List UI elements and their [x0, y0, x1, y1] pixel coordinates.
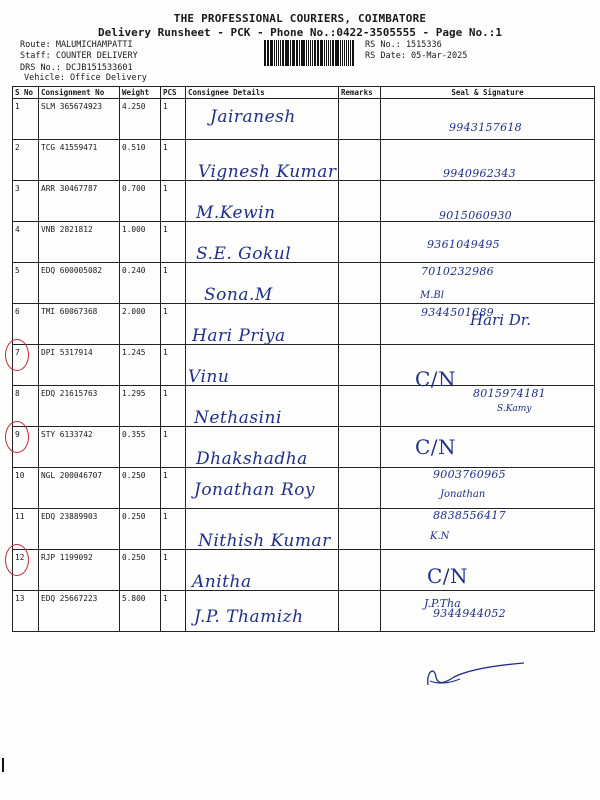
- red-circle-mark: [5, 421, 29, 453]
- barcode-bar: [332, 40, 334, 66]
- table-row: [13, 222, 595, 263]
- cell-sno: [13, 468, 39, 509]
- signature-handwritten: 9361049495: [427, 238, 500, 251]
- consignee-handwritten-name: Vinu: [188, 367, 230, 387]
- scan-mark: [2, 758, 4, 772]
- cell-consignment-text: STY 6133742: [41, 430, 93, 439]
- row10-signature: Jonathan: [440, 489, 486, 500]
- cell-signature: [381, 181, 595, 222]
- col-consignment: Consignment No: [39, 87, 120, 99]
- signature-handwritten: 7010232986: [421, 265, 494, 278]
- cell-weight-text: 0.250: [122, 512, 146, 521]
- barcode-bar: [290, 40, 291, 66]
- cell-pcs-text: 1: [163, 348, 168, 357]
- barcode-bar: [282, 40, 284, 66]
- final-signature: [420, 655, 530, 695]
- cell-pcs-text: 1: [163, 471, 168, 480]
- barcode-bar: [308, 40, 309, 66]
- cell-pcs-text: 1: [163, 102, 168, 111]
- cell-pcs-text: 1: [163, 184, 168, 193]
- barcode-bar: [326, 40, 328, 66]
- cell-weight-text: 0.355: [122, 430, 146, 439]
- consignee-handwritten-name: Jonathan Roy: [194, 480, 316, 500]
- red-circle-mark: [5, 544, 29, 576]
- cell-consignee: [186, 222, 339, 263]
- cell-sno-text: 1: [15, 102, 20, 111]
- signature-handwritten: C/N: [415, 435, 457, 459]
- cell-consignment-text: TMI 60067368: [41, 307, 98, 316]
- barcode-bar: [317, 40, 318, 66]
- barcode-bar: [348, 40, 349, 66]
- cell-weight: [120, 140, 161, 181]
- drs-label: DRS No.: DCJB151533601: [20, 63, 133, 73]
- barcode-bar: [344, 40, 346, 66]
- signature-handwritten: 8838556417: [433, 509, 506, 522]
- cell-sno-text: 11: [15, 512, 25, 521]
- cell-signature: [381, 222, 595, 263]
- cell-signature: [381, 345, 595, 391]
- signature-handwritten: 9940962343: [443, 167, 516, 180]
- cell-sno-text: 3: [15, 184, 20, 193]
- cell-signature: [381, 468, 595, 509]
- col-remarks: Remarks: [339, 87, 381, 99]
- cell-remarks: [339, 591, 381, 632]
- barcode-bar: [280, 40, 281, 66]
- cell-signature: [381, 99, 595, 140]
- cell-signature: [381, 386, 595, 427]
- cell-weight: [120, 263, 161, 304]
- col-consignee: Consignee Details: [186, 87, 339, 99]
- cell-pcs-text: 1: [163, 266, 168, 275]
- cell-consignee: [186, 550, 339, 591]
- cell-weight-text: 1.000: [122, 225, 146, 234]
- consignee-handwritten-name: Sona.M: [204, 285, 273, 305]
- cell-consignment: [39, 345, 120, 386]
- barcode-bar: [318, 40, 319, 66]
- cell-weight: [120, 222, 161, 263]
- cell-weight-text: 5.800: [122, 594, 146, 603]
- cell-weight: [120, 99, 161, 140]
- barcode-bar: [293, 40, 295, 66]
- table-row: [13, 509, 595, 550]
- cell-consignment-text: DPI 5317914: [41, 348, 93, 357]
- cell-pcs-text: 1: [163, 307, 168, 316]
- signature-handwritten: C/N: [427, 564, 469, 588]
- cell-consignment-text: EDQ 23889903: [41, 512, 98, 521]
- barcode-bar: [352, 40, 354, 66]
- cell-pcs-text: 1: [163, 553, 168, 562]
- barcode-bar: [350, 40, 352, 66]
- cell-consignment: [39, 222, 120, 263]
- cell-weight: [120, 181, 161, 222]
- barcode-bar: [310, 40, 312, 66]
- barcode-bar: [340, 40, 341, 66]
- cell-remarks: [339, 140, 381, 181]
- cell-weight-text: 0.700: [122, 184, 146, 193]
- barcode-bar: [268, 40, 269, 66]
- cell-weight-text: 4.250: [122, 102, 146, 111]
- cell-consignment-text: SLM 365674923: [41, 102, 103, 111]
- cell-signature: [381, 140, 595, 181]
- consignee-handwritten-name: Jairanesh: [210, 107, 296, 127]
- cell-sno: [13, 591, 39, 632]
- cell-consignee: [186, 263, 339, 304]
- consignee-handwritten-name: Nethasini: [194, 408, 282, 428]
- cell-signature: [381, 591, 595, 632]
- cell-weight: [120, 304, 161, 345]
- cell-consignment-text: EDQ 21615763: [41, 389, 98, 398]
- cell-consignment-text: EDQ 600005082: [41, 266, 103, 275]
- table-row: [13, 99, 595, 140]
- cell-weight-text: 0.250: [122, 553, 146, 562]
- consignee-handwritten-name: M.Kewin: [196, 203, 276, 223]
- consignee-handwritten-name: J.P. Thamizh: [194, 607, 304, 627]
- cell-consignment-text: NGL 200046707: [41, 471, 103, 480]
- signature-handwritten: 9344501689: [421, 306, 494, 319]
- cell-pcs: [161, 222, 186, 263]
- barcode-bar: [328, 40, 329, 66]
- cell-signature: [381, 509, 595, 550]
- red-circle-mark: [5, 339, 29, 371]
- barcode-bar: [299, 40, 300, 66]
- row8-signature: S.Kamy: [497, 404, 532, 414]
- signature-handwritten: 9943157618: [449, 121, 522, 134]
- col-weight: Weight: [120, 87, 161, 99]
- cell-sno: [13, 181, 39, 222]
- cell-pcs: [161, 99, 186, 140]
- cell-consignee: [186, 99, 339, 140]
- cell-weight: [120, 591, 161, 632]
- cell-consignment: [39, 468, 120, 509]
- cell-signature: [381, 550, 595, 591]
- cell-remarks: [339, 304, 381, 345]
- cell-pcs: [161, 468, 186, 509]
- cell-pcs-text: 1: [163, 143, 168, 152]
- cell-consignee: [186, 468, 339, 509]
- row6-signature: Hari Dr.: [470, 311, 532, 329]
- cell-consignment: [39, 304, 120, 345]
- cell-consignment: [39, 181, 120, 222]
- table-row: [13, 468, 595, 509]
- barcode-bar: [301, 40, 302, 66]
- cell-sno: [13, 263, 39, 304]
- signature-handwritten: 9003760965: [433, 468, 506, 481]
- cell-pcs-text: 1: [163, 512, 168, 521]
- cell-sno: [13, 345, 39, 386]
- cell-sno-text: 12: [15, 553, 25, 562]
- table-row: [13, 140, 595, 181]
- cell-consignment: [39, 263, 120, 304]
- cell-pcs: [161, 345, 186, 386]
- consignee-handwritten-name: S.E. Gokul: [196, 244, 292, 264]
- barcode-bar: [336, 40, 338, 66]
- cell-remarks: [339, 222, 381, 263]
- cell-weight: [120, 427, 161, 468]
- cell-consignee: [186, 345, 339, 386]
- cell-remarks: [339, 181, 381, 222]
- cell-weight: [120, 509, 161, 550]
- barcode-bar: [264, 40, 266, 66]
- barcode-bar: [274, 40, 275, 66]
- cell-consignment-text: TCG 41559471: [41, 143, 98, 152]
- cell-pcs: [161, 140, 186, 181]
- cell-remarks: [339, 386, 381, 427]
- runsheet-table: [12, 86, 595, 632]
- cell-remarks: [339, 468, 381, 509]
- cell-sno-text: 6: [15, 307, 20, 316]
- cell-remarks: [339, 263, 381, 304]
- cell-weight: [120, 345, 161, 386]
- cell-pcs: [161, 509, 186, 550]
- cell-consignee: [186, 509, 339, 550]
- barcode-bar: [330, 40, 331, 66]
- cell-consignee: [186, 386, 339, 427]
- cell-sno: [13, 99, 39, 140]
- company-title: THE PROFESSIONAL COURIERS, COIMBATORE: [173, 12, 427, 25]
- cell-weight-text: 1.295: [122, 389, 146, 398]
- signature-handwritten: C/N: [415, 367, 457, 391]
- vehicle-label: Vehicle: Office Delivery: [24, 73, 147, 83]
- cell-pcs: [161, 263, 186, 304]
- cell-pcs: [161, 591, 186, 632]
- cell-consignment-text: RJP 1199092: [41, 553, 93, 562]
- barcode: [264, 40, 354, 66]
- cell-consignment-text: EDQ 25667223: [41, 594, 98, 603]
- barcode-bar: [296, 40, 298, 66]
- cell-weight: [120, 386, 161, 427]
- cell-weight-text: 0.250: [122, 471, 146, 480]
- cell-consignee: [186, 591, 339, 632]
- barcode-bar: [335, 40, 336, 66]
- barcode-bar: [324, 40, 325, 66]
- barcode-bar: [267, 40, 268, 66]
- cell-weight-text: 0.510: [122, 143, 146, 152]
- cell-consignee: [186, 181, 339, 222]
- cell-consignment-text: ARR 30467787: [41, 184, 98, 193]
- cell-pcs-text: 1: [163, 389, 168, 398]
- cell-pcs-text: 1: [163, 225, 168, 234]
- barcode-bar: [312, 40, 313, 66]
- table-row: [13, 427, 595, 468]
- cell-consignment: [39, 386, 120, 427]
- cell-consignment: [39, 591, 120, 632]
- cell-consignee: [186, 427, 339, 468]
- table-row: [13, 345, 595, 386]
- rs-date: RS Date: 05-Mar-2025: [365, 51, 468, 61]
- table-row: [13, 550, 595, 591]
- cell-weight-text: 1.245: [122, 348, 146, 357]
- barcode-bar: [306, 40, 307, 66]
- cell-sno: [13, 222, 39, 263]
- cell-pcs: [161, 304, 186, 345]
- table-row: [13, 181, 595, 222]
- table-row: [13, 263, 595, 304]
- cell-consignment: [39, 140, 120, 181]
- barcode-bar: [314, 40, 316, 66]
- cell-sno-text: 4: [15, 225, 20, 234]
- cell-sno: [13, 140, 39, 181]
- cell-sno-text: 2: [15, 143, 20, 152]
- barcode-bar: [320, 40, 322, 66]
- signature-handwritten: 9015060930: [439, 209, 512, 222]
- staff-label: Staff: COUNTER DELIVERY: [20, 51, 138, 61]
- cell-signature: [381, 263, 595, 304]
- cell-consignee: [186, 304, 339, 345]
- col-pcs: PCS: [161, 87, 186, 99]
- col-signature: Seal & Signature: [381, 87, 595, 99]
- cell-remarks: [339, 427, 381, 468]
- barcode-bar: [270, 40, 272, 66]
- consignee-handwritten-name: Anitha: [192, 572, 252, 592]
- barcode-bar: [285, 40, 286, 66]
- cell-remarks: [339, 550, 381, 591]
- route-label: Route: MALUMICHAMPATTI: [20, 40, 133, 50]
- cell-weight-text: 0.240: [122, 266, 146, 275]
- consignee-handwritten-name: Dhakshadha: [196, 449, 308, 469]
- signature-handwritten: 9344944052: [433, 607, 506, 620]
- cell-weight: [120, 550, 161, 591]
- barcode-bar: [286, 40, 288, 66]
- cell-pcs: [161, 427, 186, 468]
- barcode-bar: [278, 40, 279, 66]
- cell-consignment: [39, 99, 120, 140]
- barcode-bar: [292, 40, 293, 66]
- cell-sno-text: 5: [15, 266, 20, 275]
- cell-sno-text: 13: [15, 594, 25, 603]
- consignee-handwritten-name: Vignesh Kumar: [198, 162, 337, 182]
- cell-consignment: [39, 550, 120, 591]
- barcode-bar: [276, 40, 278, 66]
- table-row: [13, 591, 595, 632]
- consignee-handwritten-name: Hari Priya: [192, 326, 286, 346]
- col-sno: S No: [13, 87, 39, 99]
- cell-sno-text: 8: [15, 389, 20, 398]
- cell-sno-text: 10: [15, 471, 25, 480]
- barcode-bar: [302, 40, 304, 66]
- cell-sno: [13, 550, 39, 591]
- cell-weight-text: 2.000: [122, 307, 146, 316]
- row5-initials: M.Bl: [420, 290, 444, 301]
- cell-weight: [120, 468, 161, 509]
- cell-remarks: [339, 345, 381, 386]
- consignee-handwritten-name: Nithish Kumar: [198, 531, 331, 551]
- cell-consignment: [39, 427, 120, 468]
- cell-remarks: [339, 99, 381, 140]
- cell-pcs: [161, 181, 186, 222]
- rs-number: RS No.: 1515336: [365, 40, 442, 50]
- cell-pcs: [161, 386, 186, 427]
- runsheet-subtitle: Delivery Runsheet - PCK - Phone No.:0422-3505555 - Page No.:1: [98, 26, 502, 39]
- cell-consignment: [39, 509, 120, 550]
- row13-initials: J.P.Tha: [424, 597, 461, 610]
- cell-sno-text: 7: [15, 348, 20, 357]
- cell-signature: [381, 427, 595, 468]
- cell-pcs-text: 1: [163, 594, 168, 603]
- cell-remarks: [339, 509, 381, 550]
- cell-consignment-text: VNB 2821812: [41, 225, 93, 234]
- barcode-bar: [346, 40, 347, 66]
- cell-sno: [13, 427, 39, 468]
- cell-pcs: [161, 550, 186, 591]
- signature-handwritten: 8015974181: [473, 387, 546, 400]
- table-header-row: [13, 87, 595, 99]
- cell-sno-text: 9: [15, 430, 20, 439]
- cell-pcs-text: 1: [163, 430, 168, 439]
- barcode-bar: [342, 40, 343, 66]
- cell-consignee: [186, 140, 339, 181]
- row11-initials: K.N: [430, 531, 450, 542]
